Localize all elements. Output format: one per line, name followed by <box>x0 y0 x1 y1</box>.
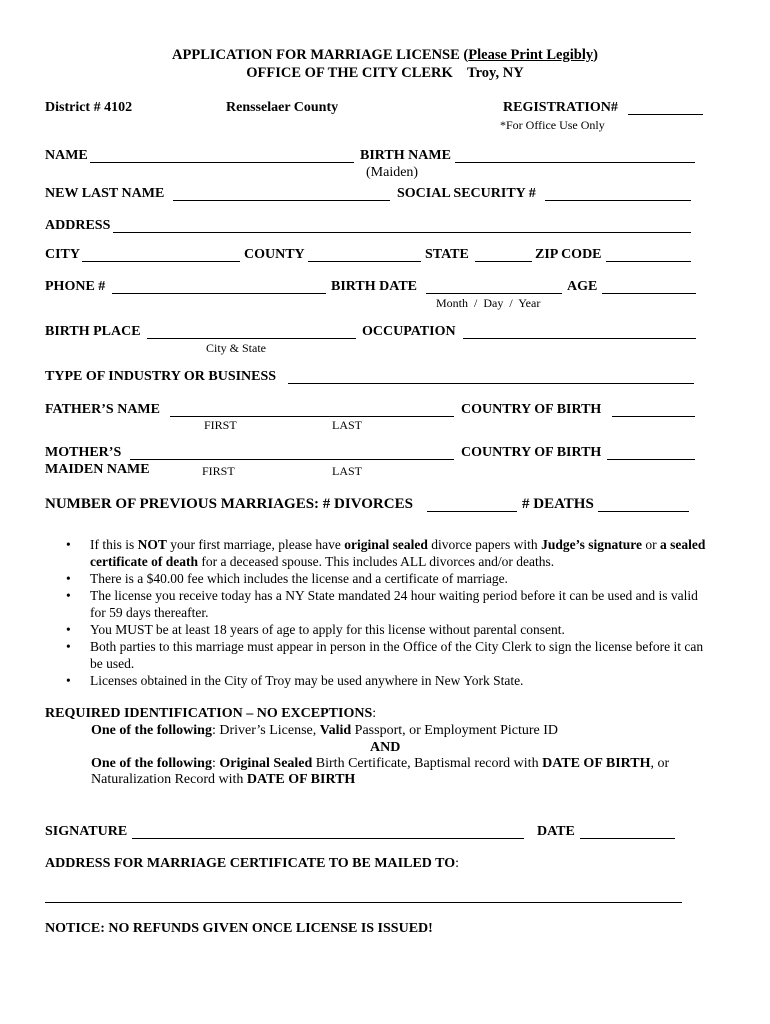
mother-country-label: COUNTRY OF BIRTH <box>461 445 602 460</box>
bullet-icon: • <box>66 673 71 688</box>
father-last-hint: LAST <box>332 418 362 432</box>
birth-place-field[interactable] <box>147 338 356 339</box>
birth-name-label: BIRTH NAME <box>360 148 451 163</box>
date-format-hint: Month / Day / Year <box>436 296 541 310</box>
birth-date-label: BIRTH DATE <box>331 279 417 294</box>
city-label: CITY <box>45 247 81 262</box>
mother-country-field[interactable] <box>607 459 695 460</box>
required-id-and: AND <box>370 740 401 755</box>
birth-date-field[interactable] <box>426 293 562 294</box>
county-field[interactable] <box>308 261 421 262</box>
list-item: • If this is NOT your first marriage, please have original sealed divorce papers with Judge’s signature or a sealed certificate of death for a deceased spouse. This includes ALL divorces and/or deaths. <box>66 537 706 569</box>
occupation-field[interactable] <box>463 338 696 339</box>
father-first-hint: FIRST <box>204 418 237 432</box>
list-item: • You MUST be at least 18 years of age to apply for this license without parental consent. <box>66 622 565 637</box>
zip-field[interactable] <box>606 261 691 262</box>
no-refund-notice: NOTICE: NO REFUNDS GIVEN ONCE LICENSE IS ISSUED! <box>45 921 433 936</box>
bullet-icon: • <box>66 571 71 586</box>
state-field[interactable] <box>475 261 532 262</box>
required-id-line-1: One of the following: Driver’s License, Valid Passport, or Employment Picture ID <box>91 723 559 738</box>
form-title: APPLICATION FOR MARRIAGE LICENSE (Please Print Legibly) <box>172 47 598 63</box>
registration-field[interactable] <box>628 114 703 115</box>
fathers-name-field[interactable] <box>170 416 454 417</box>
list-item: • Both parties to this marriage must appear in person in the Office of the City Clerk to sign the license before it can be used. <box>66 639 704 671</box>
county-label: COUNTY <box>244 247 305 262</box>
bullet-icon: • <box>66 588 71 603</box>
fathers-name-label: FATHER’S NAME <box>45 402 160 417</box>
zip-label: ZIP CODE <box>535 247 602 262</box>
signature-field[interactable] <box>132 838 524 839</box>
bullet-icon: • <box>66 537 71 552</box>
required-id-line-2: One of the following: Original Sealed Birth Certificate, Baptismal record with DATE OF BIRTH, or <box>91 756 670 771</box>
signature-label: SIGNATURE <box>45 824 128 839</box>
office-use-note: *For Office Use Only <box>500 118 605 132</box>
industry-field[interactable] <box>288 383 694 384</box>
name-label: NAME <box>45 148 88 163</box>
required-id-line-3: Naturalization Record with DATE OF BIRTH <box>91 772 356 787</box>
mailing-address-field[interactable] <box>45 902 682 903</box>
date-label: DATE <box>537 824 575 839</box>
mothers-name-field[interactable] <box>130 459 454 460</box>
birth-place-label: BIRTH PLACE <box>45 324 141 339</box>
name-field[interactable] <box>90 162 354 163</box>
maiden-name-label: MAIDEN NAME <box>45 462 150 477</box>
deaths-field[interactable] <box>598 511 689 512</box>
city-state-hint: City & State <box>206 341 266 355</box>
divorces-field[interactable] <box>427 511 517 512</box>
mother-last-hint: LAST <box>332 464 362 478</box>
date-field[interactable] <box>580 838 675 839</box>
new-last-name-label: NEW LAST NAME <box>45 186 165 201</box>
district-number: District # 4102 <box>45 100 133 115</box>
county-name: Rensselaer County <box>226 100 339 115</box>
instructions-list <box>66 536 726 689</box>
registration-label: REGISTRATION# <box>503 100 618 115</box>
previous-marriages-label: NUMBER OF PREVIOUS MARRIAGES: # DIVORCES <box>45 496 413 512</box>
phone-label: PHONE # <box>45 279 106 294</box>
maiden-hint: (Maiden) <box>366 165 419 180</box>
city-field[interactable] <box>82 261 240 262</box>
occupation-label: OCCUPATION <box>362 324 456 339</box>
ssn-label: SOCIAL SECURITY # <box>397 186 536 201</box>
required-id-heading: REQUIRED IDENTIFICATION – NO EXCEPTIONS: <box>45 706 377 721</box>
new-last-name-field[interactable] <box>173 200 390 201</box>
form-subtitle: OFFICE OF THE CITY CLERK Troy, NY <box>246 65 524 81</box>
mailing-address-label: ADDRESS FOR MARRIAGE CERTIFICATE TO BE MAILED TO: <box>45 856 460 871</box>
bullet-icon: • <box>66 622 71 637</box>
birth-name-field[interactable] <box>455 162 695 163</box>
bullet-icon: • <box>66 639 71 654</box>
father-country-label: COUNTRY OF BIRTH <box>461 402 602 417</box>
phone-field[interactable] <box>112 293 326 294</box>
list-item: • The license you receive today has a NY State mandated 24 hour waiting period before it can be used and is valid for 59 days thereafter. <box>66 588 698 620</box>
mothers-label: MOTHER’S <box>45 445 122 460</box>
industry-label: TYPE OF INDUSTRY OR BUSINESS <box>45 369 277 384</box>
father-country-field[interactable] <box>612 416 695 417</box>
ssn-field[interactable] <box>545 200 691 201</box>
list-item: • Licenses obtained in the City of Troy may be used anywhere in New York State. <box>66 673 524 688</box>
mother-first-hint: FIRST <box>202 464 235 478</box>
deaths-label: # DEATHS <box>522 496 594 512</box>
list-item: • There is a $40.00 fee which includes the license and a certificate of marriage. <box>66 571 508 586</box>
state-label: STATE <box>425 247 469 262</box>
age-label: AGE <box>567 279 598 294</box>
address-label: ADDRESS <box>45 218 111 233</box>
age-field[interactable] <box>602 293 696 294</box>
address-field[interactable] <box>113 232 691 233</box>
